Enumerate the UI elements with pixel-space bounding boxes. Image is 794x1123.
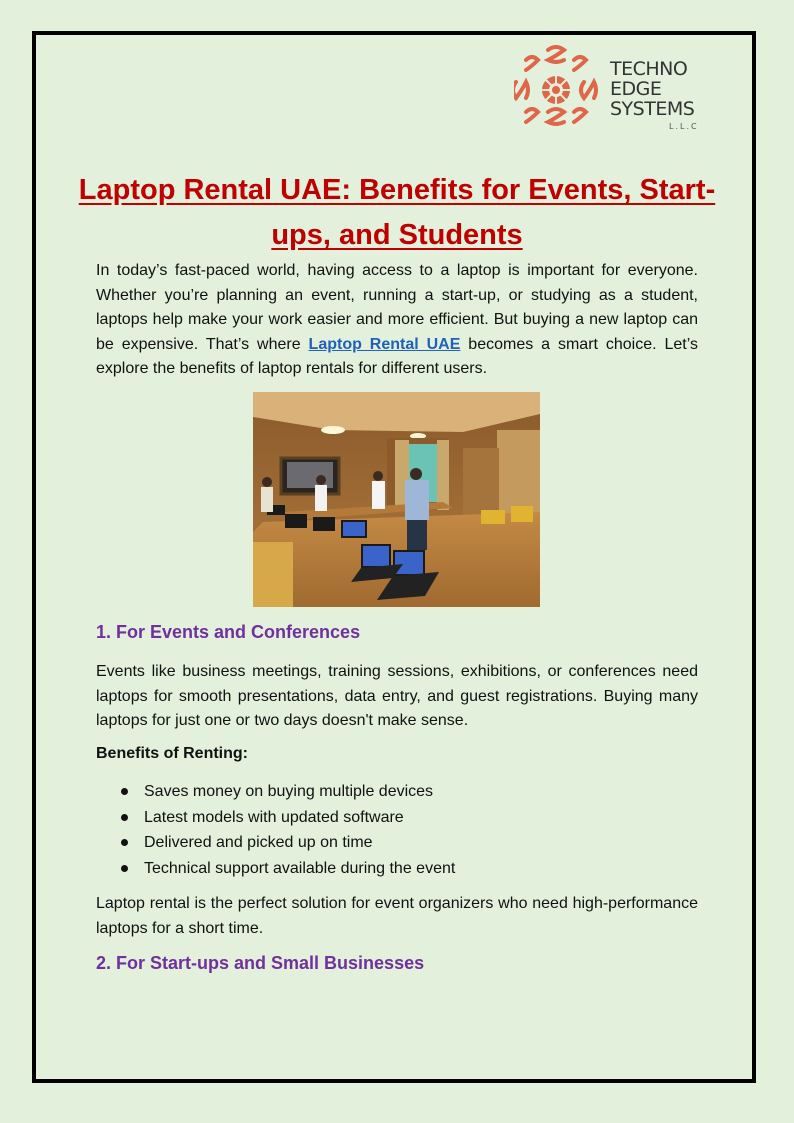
benefits-list xyxy=(120,779,455,881)
list-item xyxy=(120,856,455,882)
list-item-text: Latest models with updated software xyxy=(144,808,404,826)
logo-line-2: EDGE xyxy=(610,78,662,100)
list-item-text: Saves money on buying multiple devices xyxy=(144,783,434,800)
page-title: Laptop Rental UAE: Benefits for Events, Start-ups, and Students xyxy=(78,174,716,251)
list-item xyxy=(120,779,455,805)
logo-suffix: L.L.C xyxy=(669,122,699,131)
bullet-icon xyxy=(121,788,128,795)
intro-text-end: becomes a smart choice. Let’s explore the benefits of laptop rentals for different users. xyxy=(96,335,699,377)
bullet-icon xyxy=(121,814,128,821)
intro-text-start: In today’s fast-paced world, having access to a laptop is important for everyone. Whether you’re planning an event, running a start-up, or studying as a student, laptops help make your work easier and more efficient. But buying a new laptop can be expensive. That’s where xyxy=(96,262,698,353)
benefits-heading: Benefits of Renting: xyxy=(96,745,248,762)
bullet-icon xyxy=(121,865,128,872)
logo-wordmark xyxy=(610,59,694,119)
logo-mark-icon xyxy=(514,45,606,135)
events-closing-paragraph: Laptop rental is the perfect solution for event organizers who need high-performance laptops for a short time. xyxy=(96,895,698,937)
section-heading-startups: 2. For Start-ups and Small Businesses xyxy=(96,953,425,973)
company-logo xyxy=(514,45,704,135)
list-item xyxy=(120,805,455,831)
list-item xyxy=(120,830,455,856)
list-item-text: Technical support available during the event xyxy=(144,859,456,877)
conference-room-photo xyxy=(253,392,540,607)
laptop-rental-uae-link[interactable]: Laptop Rental UAE xyxy=(308,335,461,353)
events-paragraph: Events like business meetings, training sessions, exhibitions, or conferences need laptops for smooth presentations, data entry, and guest registrations. Buying many laptops for just one or two days doesn't make sense. xyxy=(96,663,698,729)
bullet-icon xyxy=(121,839,128,846)
logo-line-1: TECHNO xyxy=(610,58,688,80)
logo-line-3: SYSTEMS xyxy=(610,98,695,120)
list-item-text: Delivered and picked up on time xyxy=(144,834,373,851)
intro-paragraph xyxy=(96,259,698,382)
section-heading-events: 1. For Events and Conferences xyxy=(96,622,361,642)
